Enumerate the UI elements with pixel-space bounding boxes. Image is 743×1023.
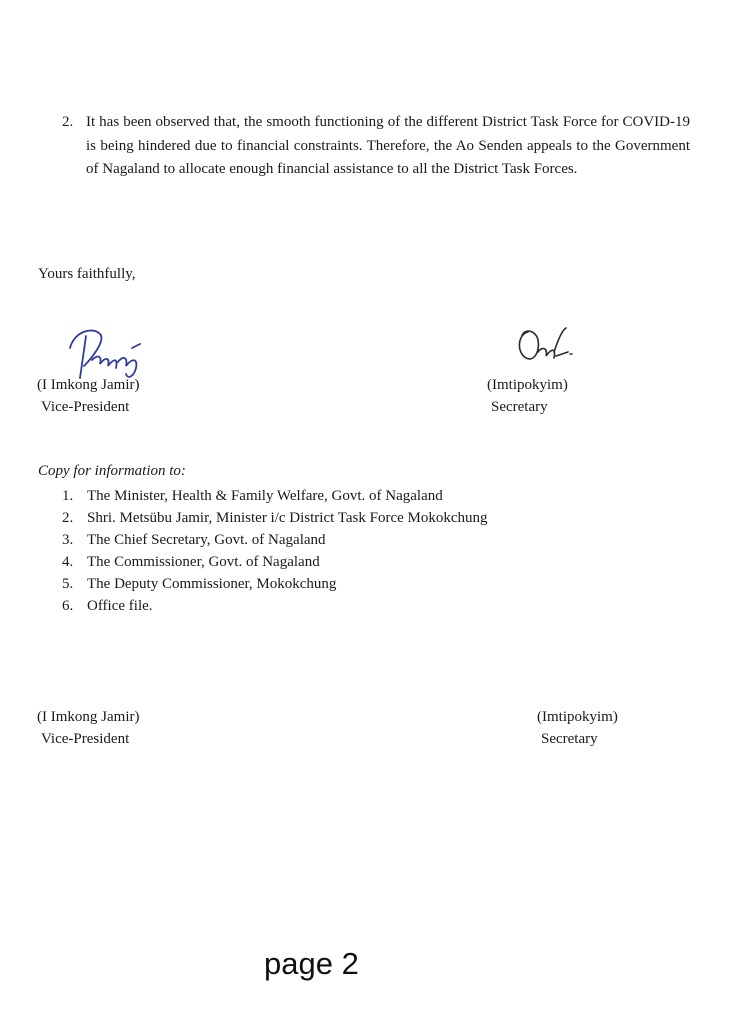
list-text: Office file. bbox=[87, 598, 153, 614]
signature-right bbox=[512, 322, 580, 374]
signatory-name: (I Imkong Jamir) bbox=[37, 377, 140, 393]
signatory-name: (I Imkong Jamir) bbox=[37, 709, 140, 725]
signatory-name: (Imtipokyim) bbox=[537, 709, 618, 725]
signatory-title: Secretary bbox=[541, 731, 598, 747]
paragraph-text: It has been observed that, the smooth functioning of the different District Task Force for COVID-19 is being hindered due to financial constraints. Therefore, the Ao Senden appeals to the Government of Nagaland to allocate enough financial assistance to all the District Task Forces. bbox=[86, 114, 690, 177]
signatory-title: Secretary bbox=[491, 399, 548, 415]
signatory-right-bottom bbox=[537, 706, 618, 750]
signatory-left-top bbox=[37, 374, 139, 418]
signatory-right-top bbox=[487, 374, 568, 418]
list-item bbox=[62, 529, 488, 551]
paragraph-number: 2. bbox=[62, 114, 74, 130]
signatory-title: Vice-President bbox=[41, 399, 130, 415]
list-text: Shri. Metsübu Jamir, Minister i/c District Task Force Mokokchung bbox=[87, 510, 488, 526]
list-number: 6. bbox=[62, 598, 74, 614]
list-number: 2. bbox=[62, 510, 74, 526]
list-text: The Commissioner, Govt. of Nagaland bbox=[87, 554, 320, 570]
signatory-left-bottom bbox=[37, 706, 139, 750]
list-text: The Chief Secretary, Govt. of Nagaland bbox=[87, 532, 326, 548]
list-item bbox=[62, 595, 488, 617]
list-item bbox=[62, 485, 488, 507]
list-number: 5. bbox=[62, 576, 74, 592]
page-number-label: page 2 bbox=[264, 946, 359, 981]
closing-salutation: Yours faithfully, bbox=[38, 266, 136, 282]
copy-list bbox=[62, 485, 488, 617]
list-item bbox=[62, 551, 488, 573]
copy-heading: Copy for information to: bbox=[38, 463, 186, 479]
list-text: The Deputy Commissioner, Mokokchung bbox=[87, 576, 337, 592]
signatory-title: Vice-President bbox=[41, 731, 130, 747]
list-item bbox=[62, 507, 488, 529]
list-item bbox=[62, 573, 488, 595]
list-number: 4. bbox=[62, 554, 74, 570]
list-number: 1. bbox=[62, 488, 74, 504]
signatory-name: (Imtipokyim) bbox=[487, 377, 568, 393]
list-text: The Minister, Health & Family Welfare, Govt. of Nagaland bbox=[87, 488, 443, 504]
list-number: 3. bbox=[62, 532, 74, 548]
